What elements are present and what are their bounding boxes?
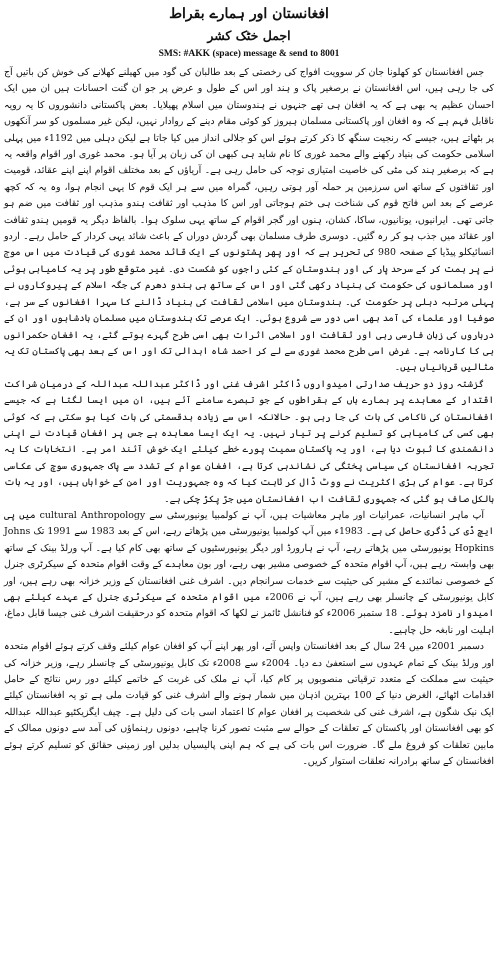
article-body: [4, 65, 494, 770]
paragraph: دسمبر 2001ء میں 24 سال کے بعد افغانستان واپس آئے، اور پھر اپنے آپ کو افغان عوام کیلئے وقف کرتے ہوئے اقوام متحدہ اور ورلڈ بینک کے تمام عہدوں سے استعفیٰ دے دیا۔ 2004ء سے 2008ء تک کابل یونیورسٹی کے چانسلر رہے، وزیر خزانہ کی حیثیت سے مملکت کے متعدد ترقیاتی منصوبوں پر کام کیا، آپ نے ملک کی غربت کے خاتمے کیلئے دور رس نتائج کے حامل اقدامات اٹھائے، الغرض دنیا کے 100 بہترین اذہان میں شمار ہونے والے اشرف غنی کو قیادت ملی ہے تو یہ افغانستان کیلئے ایک نیک شگون ہے، اشرف غنی کی شخصیت پر افغان عوام کا اعتماد اسی بات کی دلیل ہے۔ چیف ایگزیکٹیو عبداللہ عبداللہ کو بھی افغانستان اور پاکستان کے تعلقات کے حوالے سے مثبت تصور کرنا چاہیے، دونوں رہنماؤں کی آمد سے دونوں ممالک کے مابین تعلقات کو فروغ ملے گا۔ ضرورت اس بات کی ہے کہ ہم اپنی پالیسیاں بدلیں اور زمینی حقائق کو تسلیم کرتے ہوئے افغانستان کے ساتھ برادرانہ تعلقات استوار کریں۔: [4, 641, 495, 768]
author-name: اجمل خٹک کشر: [207, 28, 291, 43]
paragraph: گزشتہ روز دو حریف صدارتی امیدواروں ڈاکٹر اشرف غنی اور ڈاکٹر عبداللہ عبداللہ کے درمیان شراکت اقتدار کے معاہدے پر ہمارے ہاں کے بقراطوں کے جو تبصرے سامنے آئے ہیں، ان میں ایسا لگتا ہے کہ جیسے افغانستان کی ناکامی کی بات کی جا رہی ہو۔ حالانکہ اس سے زیادہ بدقسمتی کی بات کیا ہو سکتی ہے کہ کوئی بھی کسی کی کامیابی کو تسلیم کرنے پر تیار نہیں۔ یہ ایک ایسا معاہدہ ہے جس پر افغان قیادت نے اپنی دانشمندی کا ثبوت دیا ہے، اور یہ پاکستان سمیت پورے خطے کیلئے ایک خوش آئند امر ہے۔ انتخابات کا یہ تجربہ افغانستان کی سیاسی پختگی کی نشاندہی کرتا ہے، افغان عوام کے تشدد سے پاک جمہوری سوچ کی عکاسی کرتا ہے۔ عوام کی بڑی اکثریت نے ووٹ ڈال کر ثابت کیا کہ وہ جمہوریت اور امن کے خواہاں ہیں، اور یہ بات بالکل صاف ہو گئی کہ جمہوری ثقافت اب افغانستان میں جڑ پکڑ چکی ہے۔: [4, 378, 494, 505]
sms-line: SMS: #AKK (space) message & send to 8001: [158, 49, 340, 59]
article-title: افغانستان اور ہمارے بقراط: [169, 6, 329, 22]
paragraph: آپ ماہر انسانیات، عمرانیات اور ماہر معاشیات ہیں، آپ نے کولمبیا یونیورسٹی سے cultural Anthropology میں پی ایچ ڈی کی ڈگری حاصل کی ہے۔ 1983ء میں آپ کولمبیا یونیورسٹی میں پڑھاتے رہے، اس کے بعد 1983 سے 1991 تک Johns Hopkins یونیورسٹی میں پڑھاتے رہے، آپ نے ہارورڈ اور دیگر یونیورسٹیوں کے ساتھ بھی کام کیا ہے۔ آپ ورلڈ بینک کے ساتھ بھی وابستہ رہے ہیں، آپ اقوام متحدہ کے خصوصی مشیر بھی رہے، اور بون معاہدے کے وقت اقوام متحدہ کے سیکرٹری جنرل کے خصوصی نمائندے کے مشیر کی حیثیت سے خدمات سرانجام دیں۔ اشرف غنی افغانستان کے وزیر خزانہ بھی رہے ہیں، اور کابل یونیورسٹی کے چانسلر بھی رہے ہیں، آپ نے 2006ء میں اقوام متحدہ کے سیکرٹری جنرل کے عہدے کیلئے بھی امیدوار نامزد ہوئے۔ 18 ستمبر 2006ء کو فنانشل ٹائمز نے لکھا کہ اقوام متحدہ کو درحقیقت اشرف غنی جیسا قابل دماغ، اہلیت اور نابغہ حل چاہیے۔: [4, 509, 494, 636]
paragraph: جس افغانستان کو کھلونا جان کر سوویت افواج کی رخصتی کے بعد طالبان کی گود میں کھیلنے کھلانے کی خوش کن باتیں آج کی جا رہی ہیں، اس افغانستان نے برصغیر پاک و ہند اور اس کے طول و عرض پر جو ان گنت احسانات ہیں ان میں ایک احسان عظیم یہ بھی ہے کہ یہ افغان ہی تھے جنہوں نے ہندوستان میں اسلام پھیلایا۔ بعض پاکستانی دانشوروں کا یہ رویہ ناقابل فہم ہے کہ وہ افغان اور پاکستانی مسلمان ہیروز کو کوئی مقام دینے کے روادار نہیں، لیکن غیر مسلموں کو سر آنکھوں پر بٹھاتے ہیں، جیسے کہ رنجیت سنگھ کا ذکر کرتے ہوئے اس کو جلالی انداز میں کیا جاتا ہے لیکن دہلی میں 1192ء میں پہلی اسلامی حکومت کی بنیاد رکھنے والے محمد غوری کا نام شاید ہی کبھی ان کی زبان پر آیا ہو۔ محمد غوری اور اقوام واقعہ یہ ہے کہ برصغیر ہند کی مٹی کی خاصیت امتیازی توجہ کی حامل رہی ہے۔ آریاؤں کے بعد مختلف اقوام اپنے اپنے عقائد، قومیت اور ثقافتوں کے ساتھ اس سرزمین پر حملہ آور ہوتی رہیں، گمراہ میں سے ہر ایک قوم کا یہی انجام ہوا، وہ یہ کہ کچھ عرصے کے بعد اس فاتح قوم کی شناخت ہی ختم ہوجاتی اور اس کا مذہب اور ثقافت ہندو مذہب اور ثقافت میں ضم ہو جاتی تھی۔ ایرانیوں، یونانیوں، ساکا، کشان، ہنوں اور گجر اقوام کے ساتھ یہی سلوک ہوا۔ بالفاظ دیگر یہ قومیں ہندو ثقافت اور عقائد میں جذب ہو کر رہ گئیں۔ دوسری طرف مسلمان بھی گردش دوراں کے باعث شائد یہی کردار کے حامل رہے۔ اردو انسائیکلو پیڈیا کے صفحہ 980 کی تحریر ہے کہ اور پھر پشتونوں کے ایک قائد محمد غوری کی قیادت میں اس موج نے پر ہمت کر کے سرحد پار کی اور ہندوستان کے کئی راجوں کو شکست دی۔ غیر متوقع طور پر یہ کامیابی ہوئی اور مسلمانوں کی حکومت کی بنیاد رکھی گئی اور اس کے ساتھ ہی ہندو دھرم کی جگہ اسلام کے پیروکاروں نے پہلی مرتبہ دہلی پر حکومت کی۔ ہندوستان میں اسلامی ثقافت کی بنیاد ڈالنے کا سہرا افغانوں کے سر ہے، صوفیا اور علماء کی آمد بھی اسی دور سے شروع ہوئی۔ ایک عرصے تک ہندوستان میں مسلمان بادشاہوں اور ان کے درباروں کی زبان فارسی رہی اور ثقافت اور اسلامی اثرات بھی اسی طرح گہرے ہوتے گئے، یہ افغان حکمرانوں ہی کا کارنامہ ہے۔ غرض اسی طرح محمد غوری سے لے کر احمد شاہ ابدالی تک اور اس کے بعد بھی پاکستان تک یہ مثالیں قربانیاں ہیں۔: [4, 67, 495, 374]
